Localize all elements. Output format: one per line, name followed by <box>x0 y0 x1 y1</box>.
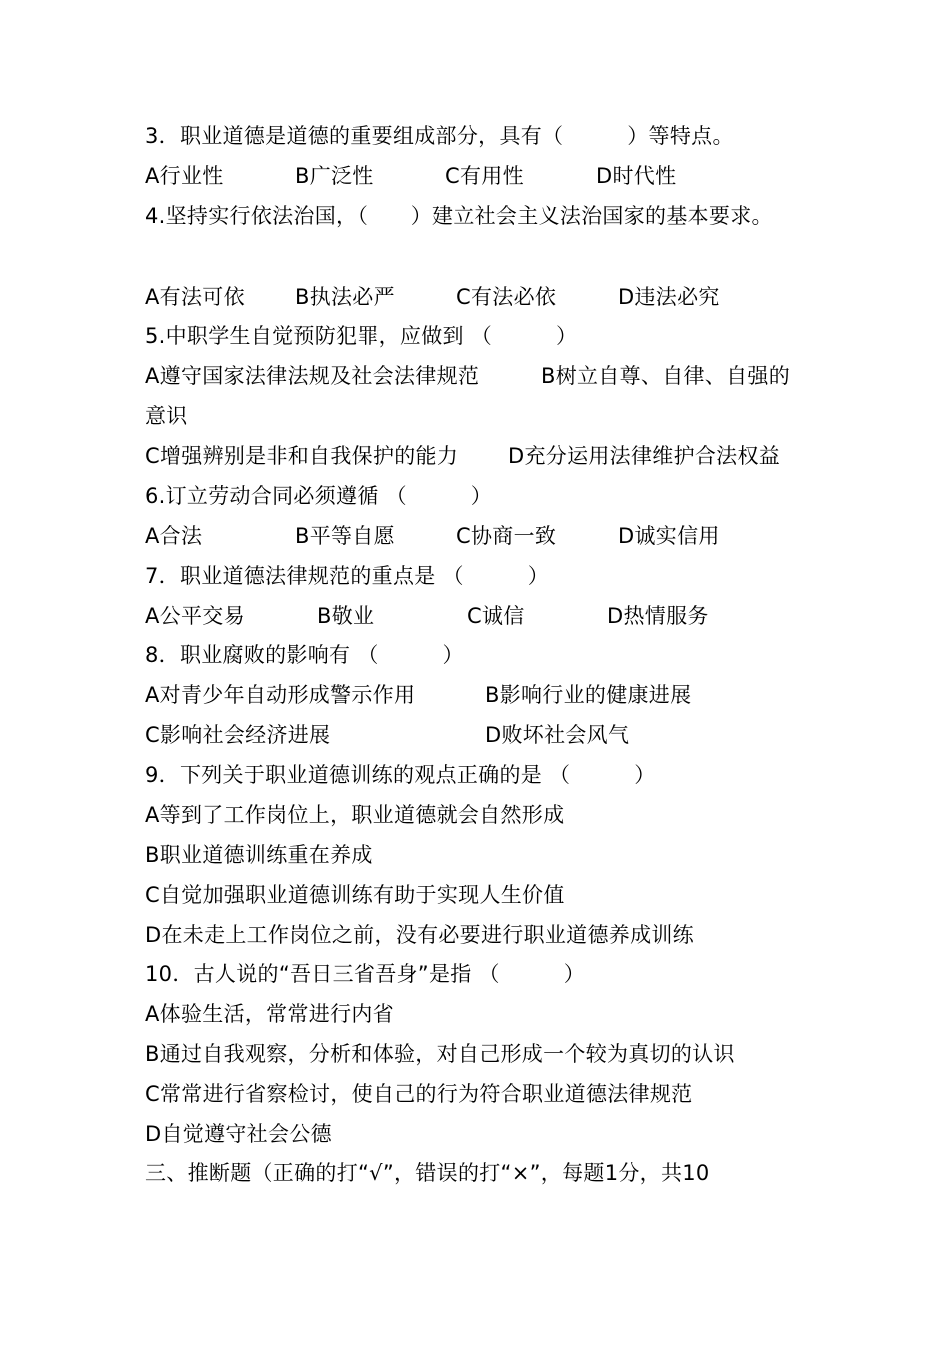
question-9-option-d: D在未走上工作岗位之前，没有必要进行职业道德养成训练 <box>145 923 694 947</box>
section-3-heading: 三、推断题（正确的打“√”，错误的打“×”，每题1分，共10 <box>145 1161 710 1185</box>
question-7-option-a: A公平交易 <box>145 604 245 628</box>
question-8-stem: 8．职业腐败的影响有 （ ） <box>145 643 464 667</box>
question-4-option-c: C有法必依 <box>456 285 557 309</box>
question-5-stem: 5.中职学生自觉预防犯罪，应做到 （ ） <box>145 324 578 348</box>
question-8-option-c: C影响社会经济进展 <box>145 723 331 747</box>
question-5-option-b-continued: 意识 <box>145 404 188 428</box>
question-6-stem: 6.订立劳动合同必须遵循 （ ） <box>145 484 493 508</box>
question-6-option-c: C协商一致 <box>456 524 557 548</box>
question-4-stem: 4.坚持实行依法治国，（ ）建立社会主义法治国家的基本要求。 <box>145 204 773 228</box>
question-10-option-b: B通过自我观察，分析和体验，对自己形成一个较为真切的认识 <box>145 1042 735 1066</box>
question-6-option-a: A合法 <box>145 524 203 548</box>
question-6-option-d: D诚实信用 <box>618 524 720 548</box>
question-3-option-b: B广泛性 <box>295 164 374 188</box>
question-7-option-d: D热情服务 <box>607 604 709 628</box>
question-8-option-d: D败坏社会风气 <box>485 723 630 747</box>
question-7-stem: 7．职业道德法律规范的重点是 （ ） <box>145 564 550 588</box>
question-7-option-c: C诚信 <box>467 604 525 628</box>
question-9-option-b: B职业道德训练重在养成 <box>145 843 373 867</box>
question-3-option-a: A行业性 <box>145 164 224 188</box>
question-3-stem: 3．职业道德是道德的重要组成部分，具有（ ）等特点。 <box>145 124 734 148</box>
question-10-option-d: D自觉遵守社会公德 <box>145 1122 332 1146</box>
question-9-option-a: A等到了工作岗位上，职业道德就会自然形成 <box>145 803 565 827</box>
question-9-option-c: C自觉加强职业道德训练有助于实现人生价值 <box>145 883 565 907</box>
question-5-option-b: B树立自尊、自律、自强的 <box>541 364 791 388</box>
question-10-option-a: A体验生活，常常进行内省 <box>145 1002 394 1026</box>
question-5-option-c: C增强辨别是非和自我保护的能力 <box>145 444 459 468</box>
question-3-option-d: D时代性 <box>596 164 677 188</box>
question-8-option-a: A对青少年自动形成警示作用 <box>145 683 416 707</box>
question-7-option-b: B敬业 <box>317 604 375 628</box>
question-6-option-b: B平等自愿 <box>295 524 395 548</box>
question-8-option-b: B影响行业的健康进展 <box>485 683 692 707</box>
question-3-option-c: C有用性 <box>445 164 524 188</box>
question-5-option-a: A遵守国家法律法规及社会法律规范 <box>145 364 480 388</box>
question-10-stem: 10．古人说的“吾日三省吾身”是指 （ ） <box>145 962 586 986</box>
question-5-option-d: D充分运用法律维护合法权益 <box>508 444 781 468</box>
question-9-stem: 9．下列关于职业道德训练的观点正确的是 （ ） <box>145 763 656 787</box>
question-4-option-d: D违法必究 <box>618 285 720 309</box>
question-10-option-c: C常常进行省察检讨，使自己的行为符合职业道德法律规范 <box>145 1082 693 1106</box>
question-4-option-a: A有法可依 <box>145 285 245 309</box>
question-4-option-b: B执法必严 <box>295 285 395 309</box>
